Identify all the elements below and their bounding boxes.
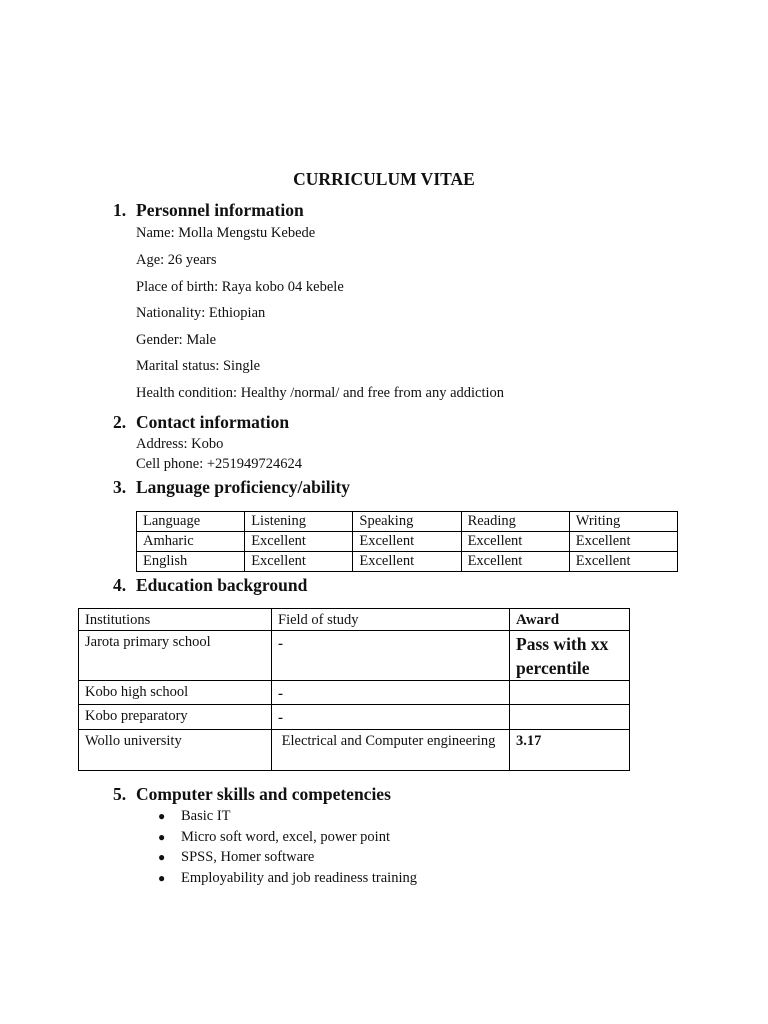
section-number: 3. <box>113 477 127 497</box>
table-header-cell: Listening <box>245 512 353 532</box>
personal-name: Name: Molla Mengstu Kebede <box>136 225 316 241</box>
personal-birthplace: Place of birth: Raya kobo 04 kebele <box>136 279 344 295</box>
table-cell: Excellent <box>353 552 461 572</box>
table-row <box>79 730 630 771</box>
table-header-cell: Language <box>137 512 245 532</box>
language-table <box>136 511 678 572</box>
table-header-cell: Field of study <box>272 609 510 631</box>
section-title: Language proficiency/ability <box>136 477 351 497</box>
table-cell: Excellent <box>353 532 461 552</box>
table-cell: Amharic <box>137 532 245 552</box>
table-header-row <box>137 512 678 532</box>
table-header-cell: Award <box>510 609 630 631</box>
section-number: 1. <box>113 200 127 220</box>
skills-list <box>158 806 417 888</box>
table-cell: Excellent <box>569 552 677 572</box>
table-cell <box>510 681 630 705</box>
section-heading-contact <box>113 412 289 433</box>
list-item-text: Employability and job readiness training <box>181 869 417 886</box>
section-number: 4. <box>113 575 127 595</box>
section-title: Computer skills and competencies <box>136 784 391 804</box>
list-item <box>158 806 417 827</box>
personal-nationality: Nationality: Ethiopian <box>136 305 266 321</box>
table-header-cell: Writing <box>569 512 677 532</box>
document-title: CURRICULUM VITAE <box>293 169 475 189</box>
bullet-icon: ● <box>158 829 166 844</box>
table-cell: Pass with xx percentile <box>510 631 630 681</box>
table-row <box>137 532 678 552</box>
table-cell: Excellent <box>245 552 353 572</box>
table-header-cell: Institutions <box>79 609 272 631</box>
list-item-text: SPSS, Homer software <box>181 849 315 865</box>
bullet-icon: ● <box>158 809 166 823</box>
section-title: Personnel information <box>136 200 304 220</box>
table-header-row <box>79 609 630 631</box>
table-cell: Excellent <box>569 532 677 552</box>
table-row <box>79 631 630 681</box>
section-heading-language <box>113 477 350 498</box>
personal-marital-status: Marital status: Single <box>136 358 261 374</box>
list-item <box>158 847 417 868</box>
contact-address: Address: Kobo <box>136 436 224 452</box>
table-cell: 3.17 <box>510 730 630 771</box>
personal-age: Age: 26 years <box>136 252 217 268</box>
table-cell: Kobo high school <box>79 681 272 705</box>
table-cell: Jarota primary school <box>79 631 272 681</box>
table-row <box>79 681 630 705</box>
table-cell: - <box>272 705 510 730</box>
section-heading-education <box>113 575 307 596</box>
list-item <box>158 868 417 889</box>
section-title: Contact information <box>136 412 290 432</box>
education-table <box>78 608 630 771</box>
bullet-icon: ● <box>158 850 166 864</box>
table-cell: Electrical and Computer engineering <box>272 730 510 771</box>
personal-health: Health condition: Healthy /normal/ and free from any addiction <box>136 385 505 401</box>
list-item-text: Basic IT <box>181 808 231 824</box>
table-header-cell: Speaking <box>353 512 461 532</box>
table-cell: English <box>137 552 245 572</box>
table-row <box>79 705 630 730</box>
table-cell <box>510 705 630 730</box>
table-cell: Excellent <box>245 532 353 552</box>
table-cell: Wollo university <box>79 730 272 771</box>
section-number: 5. <box>113 784 127 804</box>
section-heading-skills <box>113 784 391 805</box>
table-row <box>137 552 678 572</box>
section-heading-personal <box>113 200 304 221</box>
contact-phone: Cell phone: +251949724624 <box>136 456 303 472</box>
bullet-icon: ● <box>158 870 166 885</box>
table-cell: Excellent <box>461 532 569 552</box>
personal-gender: Gender: Male <box>136 332 217 348</box>
table-cell: Kobo preparatory <box>79 705 272 730</box>
section-number: 2. <box>113 412 127 432</box>
list-item <box>158 827 417 848</box>
table-cell: - <box>272 631 510 681</box>
list-item-text: Micro soft word, excel, power point <box>181 828 390 845</box>
table-header-cell: Reading <box>461 512 569 532</box>
table-cell: Excellent <box>461 552 569 572</box>
section-title: Education background <box>136 575 308 595</box>
table-cell: - <box>272 681 510 705</box>
